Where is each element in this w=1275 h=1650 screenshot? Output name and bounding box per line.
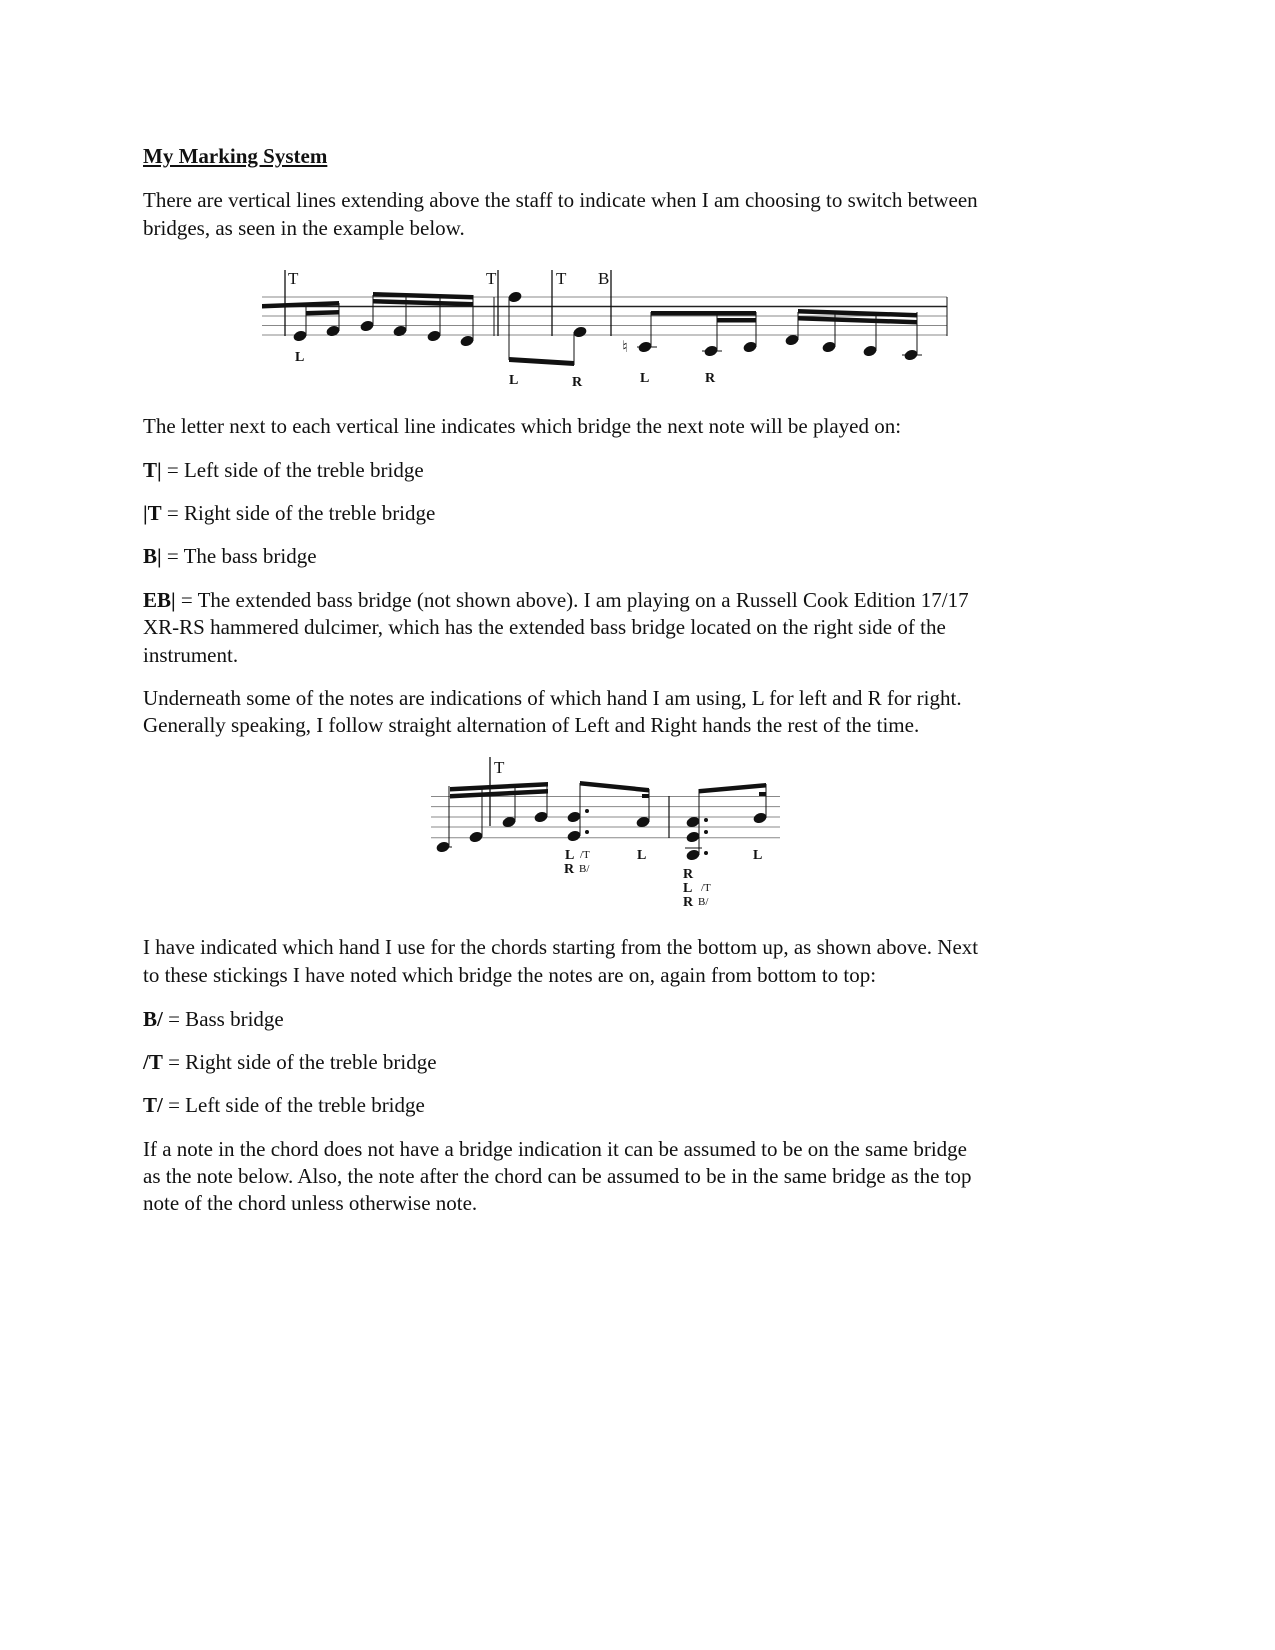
bridge-mark: T xyxy=(288,269,299,288)
hand-mark: R xyxy=(705,371,716,386)
bridge-mark: T xyxy=(556,269,567,288)
legend-key: EB| xyxy=(143,588,176,612)
beam-stub xyxy=(759,792,766,796)
closing-line-1: If a note in the chord does not have a bridge indication it can be assumed to be on the same bridge xyxy=(143,1137,967,1161)
music-example-2 xyxy=(431,757,780,862)
bridge-mark: T xyxy=(494,758,505,777)
legend-desc: = Right side of the treble bridge xyxy=(162,1050,437,1074)
beam xyxy=(699,783,766,794)
note-head xyxy=(752,811,767,824)
legend-desc: = The bass bridge xyxy=(161,544,317,568)
hand-mark: L xyxy=(640,371,650,386)
legend-desc: = Right side of the treble bridge xyxy=(161,501,436,525)
note-head xyxy=(325,324,340,337)
eb-line-2: XR-RS hammered dulcimer, which has the extended bass bridge located on the right side of the xyxy=(143,615,946,639)
note-head xyxy=(862,344,877,357)
hand-mark: L xyxy=(637,848,647,863)
note-head xyxy=(533,810,548,823)
augmentation-dot xyxy=(704,830,708,834)
hand-mark: L xyxy=(509,373,519,388)
augmentation-dot xyxy=(704,851,708,855)
note-head xyxy=(566,829,581,842)
chords-line-2: to these stickings I have noted which bridge the notes are on, again from bottom to top: xyxy=(143,963,877,987)
hand-mark: R xyxy=(572,375,583,390)
eb-line-3: instrument. xyxy=(143,643,239,667)
augmentation-dot xyxy=(704,818,708,822)
legend-desc: = Bass bridge xyxy=(162,1007,284,1031)
legend-key: B/ xyxy=(143,1007,163,1031)
legend-key: T/ xyxy=(143,1093,163,1117)
note-head xyxy=(507,290,522,303)
beam xyxy=(373,299,473,307)
note-head xyxy=(685,830,700,843)
bridge-mark: B xyxy=(598,269,610,288)
legend-desc: = Left side of the treble bridge xyxy=(162,1093,425,1117)
note-head xyxy=(459,334,474,347)
note-head xyxy=(435,840,450,853)
bridge-mark: T xyxy=(486,269,497,288)
legend-key: |T xyxy=(143,501,162,525)
hand-mark: L xyxy=(753,848,763,863)
beam xyxy=(373,292,473,300)
legend-key: T| xyxy=(143,458,162,482)
closing-line-3: note of the chord unless otherwise note. xyxy=(143,1191,478,1215)
letter-intro: The letter next to each vertical line indicates which bridge the next note will be played on: xyxy=(143,414,902,438)
hands-line-1: Underneath some of the notes are indications of which hand I am using, L for left and R for right. xyxy=(143,686,962,710)
note-head xyxy=(426,329,441,342)
natural-sign: ♮ xyxy=(622,339,628,356)
note-head xyxy=(359,319,374,332)
hand-mark: L xyxy=(683,881,693,896)
augmentation-dot xyxy=(585,830,589,834)
closing-line-2: as the note below. Also, the note after the chord can be assumed to be in the same bridge as the top xyxy=(143,1164,972,1188)
note-head xyxy=(685,848,700,861)
hand-mark: R xyxy=(683,867,694,882)
beam xyxy=(262,301,339,309)
note-head xyxy=(821,340,836,353)
chords-line-1: I have indicated which hand I use for the chords starting from the bottom up, as shown above. Next xyxy=(143,935,979,959)
beam xyxy=(509,357,574,366)
note-head xyxy=(742,340,757,353)
beam xyxy=(717,318,756,323)
section-title: My Marking System xyxy=(143,144,328,168)
hands-line-2: Generally speaking, I follow straight alternation of Left and Right hands the rest of the time. xyxy=(143,713,920,737)
bridge-mark: /T xyxy=(580,849,590,861)
augmentation-dot xyxy=(585,809,589,813)
legend-desc: = The extended bass bridge (not shown above). I am playing on a Russell Cook Edition 17/17 xyxy=(175,588,969,612)
note-head xyxy=(566,810,581,823)
note-head xyxy=(392,324,407,337)
beam xyxy=(651,311,756,316)
note-head xyxy=(468,830,483,843)
beam xyxy=(798,316,917,325)
hand-mark: L xyxy=(565,848,575,863)
legend-desc: = Left side of the treble bridge xyxy=(161,458,424,482)
bridge-mark: B/ xyxy=(579,863,590,875)
intro-line-2: bridges, as seen in the example below. xyxy=(143,216,465,240)
hand-mark: R xyxy=(683,895,694,910)
hand-mark: L xyxy=(295,350,305,365)
note-head xyxy=(572,325,587,338)
bridge-mark: /T xyxy=(701,882,711,894)
beam xyxy=(306,310,339,316)
legend-key: B| xyxy=(143,544,162,568)
note-head xyxy=(292,329,307,342)
beam xyxy=(580,781,649,793)
bridge-mark: B/ xyxy=(698,896,709,908)
hand-mark: R xyxy=(564,862,575,877)
intro-line-1: There are vertical lines extending above the staff to indicate when I am choosing to switch between xyxy=(143,188,978,212)
beam-stub xyxy=(642,794,649,798)
legend-key: /T xyxy=(143,1050,163,1074)
